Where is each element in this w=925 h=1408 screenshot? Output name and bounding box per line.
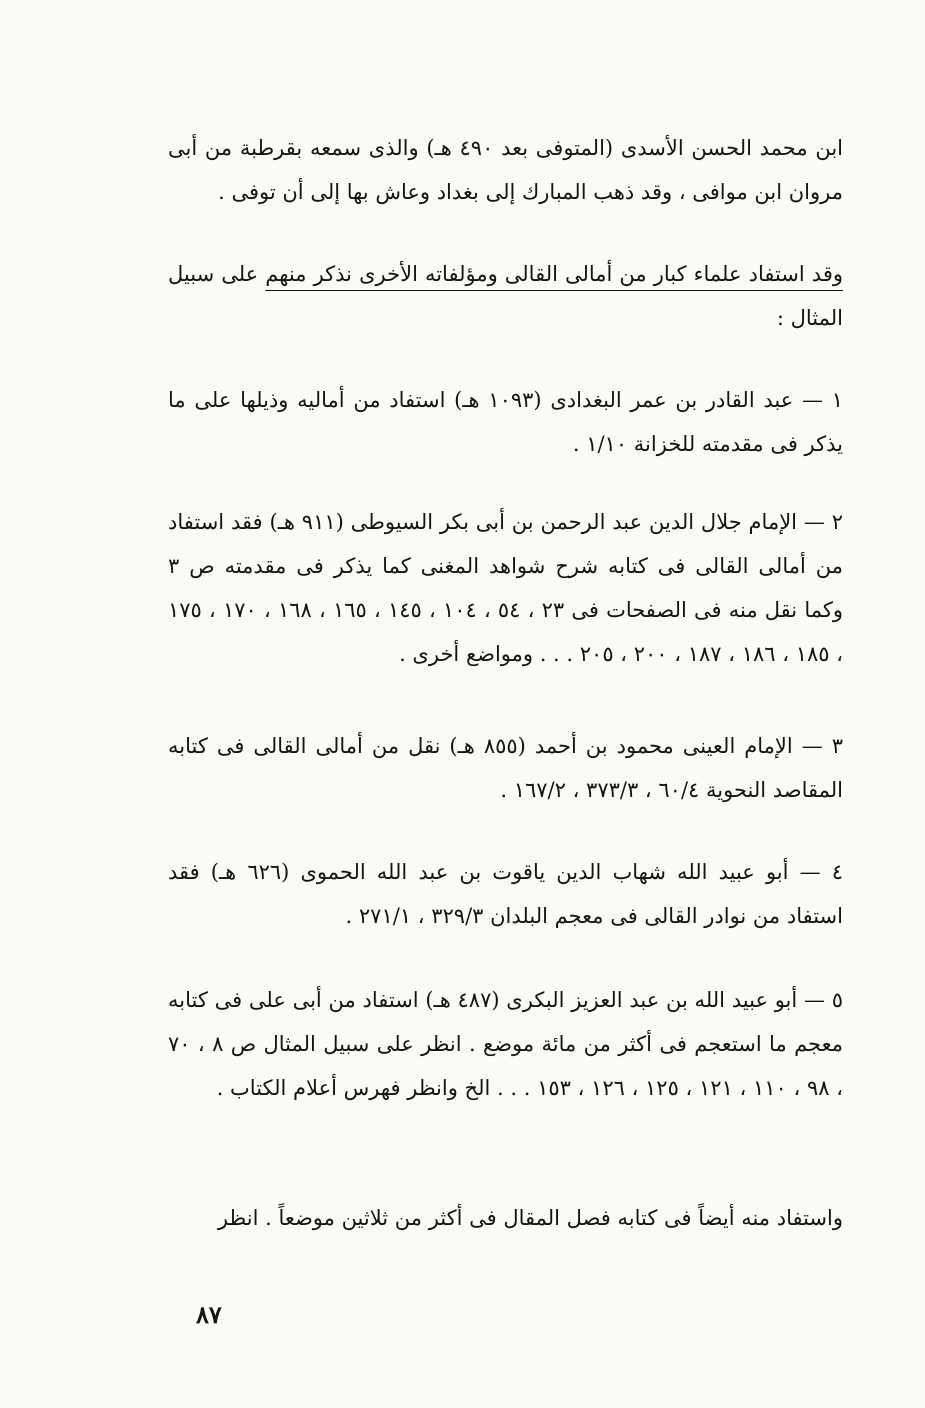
paragraph-scholars-intro bbox=[168, 252, 843, 340]
list-item-yaqut: ٤ — أبو عبيد الله شهاب الدين ياقوت بن عبد الله الحموى (٦٢٦ هـ) فقد استفاد من نوادر القالى فى معجم البلدان ٣٢٩/٣ ، ٢٧١/١ . bbox=[168, 860, 843, 928]
list-item-suyuti: ٢ — الإمام جلال الدين عبد الرحمن بن أبى بكر السيوطى (٩١١ هـ) فقد استفاد من أمالى القالى فى كتابه شرح شواهد المغنى كما يذكر فى مقدمته ص ٣ وكما نقل منه فى الصفحات فى ٢٣ ، ٥٤ ، ١٠٤ ، ١٤٥ ، ١٦٥ ، ١٦٨ ، ١٧٠ ، ١٧٥ ، ١٨٥ ، ١٨٦ ، ١٨٧ ، ٢٠٠ ، ٢٠٥ . . . ومواضع أخرى . bbox=[168, 510, 843, 666]
paragraph-fasl-al-maqal: واستفاد منه أيضاً فى كتابه فصل المقال فى أكثر من ثلاثين موضعاً . انظر bbox=[217, 1206, 843, 1230]
paragraph-intro: ابن محمد الحسن الأسدى (المتوفى بعد ٤٩٠ هـ) والذى سمعه بقرطبة من أبى مروان ابن موافى ، وقد ذهب المبارك إلى بغداد وعاش بها إلى أن توفى . bbox=[168, 136, 844, 204]
list-item-aini: ٣ — الإمام العينى محمود بن أحمد (٨٥٥ هـ) نقل من أمالى القالى فى كتابه المقاصد النحوية ٦٠/٤ ، ٣٧٣/٣ ، ١٦٧/٢ . bbox=[168, 734, 843, 802]
list-item-baghdadi: ١ — عبد القادر بن عمر البغدادى (١٠٩٣ هـ) استفاد من أماليه وذيلها على ما يذكر فى مقدمته للخزانة ١/١٠ . bbox=[168, 388, 843, 456]
list-item-bakri: ٥ — أبو عبيد الله بن عبد العزيز البكرى (٤٨٧ هـ) استفاد من أبى على فى كتابه معجم ما استعجم فى أكثر من مائة موضع . انظر على سبيل المثال ص ٨ ، ٧٠ ، ٩٨ ، ١١٠ ، ١٢١ ، ١٢٥ ، ١٢٦ ، ١٥٣ . . . الخ وانظر فهرس أعلام الكتاب . bbox=[168, 988, 843, 1100]
paragraph-continuation: على سبيل المثال : bbox=[168, 262, 843, 330]
underlined-phrase: وقد استفاد علماء كبار من أمالى القالى ومؤلفاته الأخرى نذكر منهم bbox=[265, 262, 843, 286]
page-number: ٨٧ bbox=[196, 1300, 222, 1329]
